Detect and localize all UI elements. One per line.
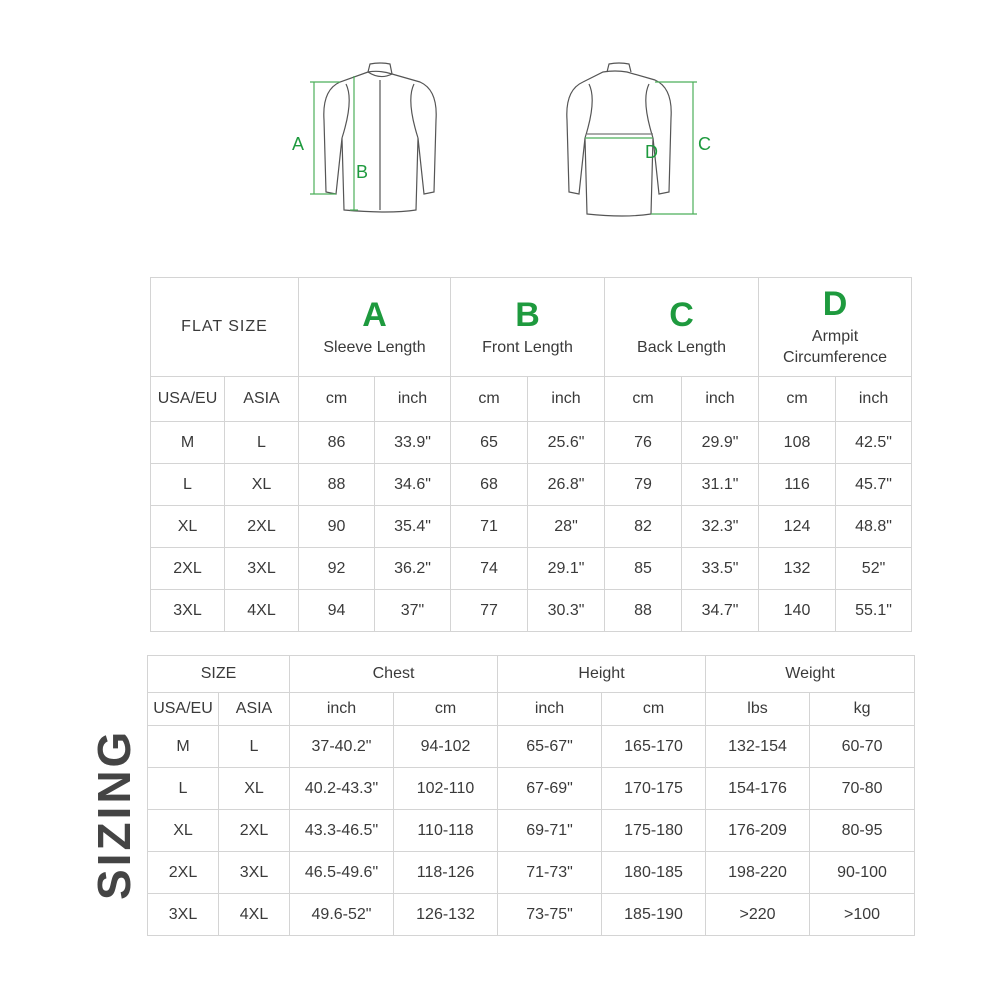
table-cell: 52" bbox=[836, 548, 912, 590]
table-cell: 33.9" bbox=[375, 422, 451, 464]
table-row bbox=[151, 590, 912, 632]
table-cell: 108 bbox=[759, 422, 836, 464]
table-cell: 4XL bbox=[219, 894, 290, 936]
label-a: A bbox=[292, 134, 305, 154]
table-cell: 25.6" bbox=[528, 422, 605, 464]
table-cell: XL bbox=[225, 464, 299, 506]
table-cell: 70-80 bbox=[810, 768, 915, 810]
table-cell: 71 bbox=[451, 506, 528, 548]
table-cell: 73-75" bbox=[498, 894, 602, 936]
unit-header: cm bbox=[451, 377, 528, 422]
unit-header: inch bbox=[290, 693, 394, 726]
table-cell: 94 bbox=[299, 590, 375, 632]
table-row bbox=[148, 810, 915, 852]
table-cell: 68 bbox=[451, 464, 528, 506]
size-header-asia: ASIA bbox=[225, 377, 299, 422]
size-group-row bbox=[148, 656, 915, 693]
column-letter: C bbox=[669, 295, 694, 334]
table-cell: 55.1" bbox=[836, 590, 912, 632]
table-cell: 79 bbox=[605, 464, 682, 506]
unit-header: lbs bbox=[706, 693, 810, 726]
table-cell: 80-95 bbox=[810, 810, 915, 852]
table-cell: 3XL bbox=[219, 852, 290, 894]
table-cell: 2XL bbox=[148, 852, 219, 894]
table-cell: >100 bbox=[810, 894, 915, 936]
table-cell: 118-126 bbox=[394, 852, 498, 894]
table-cell: 180-185 bbox=[602, 852, 706, 894]
group-header-height: Height bbox=[498, 656, 706, 693]
table-cell: L bbox=[219, 726, 290, 768]
column-name: Front Length bbox=[482, 338, 573, 356]
size-header-asia: ASIA bbox=[219, 693, 290, 726]
table-cell: 46.5-49.6" bbox=[290, 852, 394, 894]
back-jersey-illustration bbox=[555, 60, 715, 230]
column-name: Sleeve Length bbox=[323, 338, 426, 356]
unit-header: cm bbox=[299, 377, 375, 422]
table-cell: 165-170 bbox=[602, 726, 706, 768]
table-cell: 76 bbox=[605, 422, 682, 464]
table-cell: 32.3" bbox=[682, 506, 759, 548]
unit-header: inch bbox=[498, 693, 602, 726]
table-cell: 126-132 bbox=[394, 894, 498, 936]
column-header-b bbox=[451, 278, 605, 377]
label-d: D bbox=[645, 142, 658, 162]
table-cell: 65 bbox=[451, 422, 528, 464]
table-cell: 36.2" bbox=[375, 548, 451, 590]
table-cell: 88 bbox=[605, 590, 682, 632]
unit-header: cm bbox=[759, 377, 836, 422]
unit-header: kg bbox=[810, 693, 915, 726]
table-cell: L bbox=[225, 422, 299, 464]
table-cell: 74 bbox=[451, 548, 528, 590]
unit-header: cm bbox=[605, 377, 682, 422]
column-header-a bbox=[299, 278, 451, 377]
table-cell: 2XL bbox=[225, 506, 299, 548]
unit-header: inch bbox=[375, 377, 451, 422]
table-cell: L bbox=[151, 464, 225, 506]
group-header-chest: Chest bbox=[290, 656, 498, 693]
unit-header: inch bbox=[682, 377, 759, 422]
flat-size-table bbox=[150, 277, 912, 632]
table-cell: 185-190 bbox=[602, 894, 706, 936]
label-b: B bbox=[356, 162, 369, 182]
table-row bbox=[148, 852, 915, 894]
unit-header: cm bbox=[602, 693, 706, 726]
table-cell: 37-40.2" bbox=[290, 726, 394, 768]
unit-header: inch bbox=[528, 377, 605, 422]
table-row bbox=[148, 726, 915, 768]
table-cell: 31.1" bbox=[682, 464, 759, 506]
table-row bbox=[151, 506, 912, 548]
table-cell: 132 bbox=[759, 548, 836, 590]
table-cell: 34.6" bbox=[375, 464, 451, 506]
table-cell: 2XL bbox=[219, 810, 290, 852]
table-cell: XL bbox=[148, 810, 219, 852]
size-header-usa: USA/EU bbox=[151, 377, 225, 422]
table-cell: 48.8" bbox=[836, 506, 912, 548]
table-cell: 60-70 bbox=[810, 726, 915, 768]
table-cell: 88 bbox=[299, 464, 375, 506]
sizing-side-label: SIZING bbox=[88, 728, 140, 900]
table-cell: 198-220 bbox=[706, 852, 810, 894]
table-cell: 175-180 bbox=[602, 810, 706, 852]
unit-header: inch bbox=[836, 377, 912, 422]
table-cell: 37" bbox=[375, 590, 451, 632]
table-row bbox=[151, 548, 912, 590]
group-header-weight: Weight bbox=[706, 656, 915, 693]
table-cell: 2XL bbox=[151, 548, 225, 590]
table-cell: 71-73" bbox=[498, 852, 602, 894]
table-cell: 34.7" bbox=[682, 590, 759, 632]
table-cell: >220 bbox=[706, 894, 810, 936]
table-cell: 90-100 bbox=[810, 852, 915, 894]
table-cell: 90 bbox=[299, 506, 375, 548]
table-cell: 86 bbox=[299, 422, 375, 464]
table-cell: 176-209 bbox=[706, 810, 810, 852]
table-cell: 124 bbox=[759, 506, 836, 548]
column-name: Armpit Circumference bbox=[783, 328, 888, 366]
front-jersey-illustration bbox=[280, 60, 440, 230]
table-cell: 30.3" bbox=[528, 590, 605, 632]
table-cell: 43.3-46.5" bbox=[290, 810, 394, 852]
table-row bbox=[151, 422, 912, 464]
flat-size-title: FLAT SIZE bbox=[151, 278, 299, 377]
table-cell: 40.2-43.3" bbox=[290, 768, 394, 810]
table-cell: 82 bbox=[605, 506, 682, 548]
table-cell: 92 bbox=[299, 548, 375, 590]
table-row bbox=[148, 894, 915, 936]
table-cell: XL bbox=[151, 506, 225, 548]
label-c: C bbox=[698, 134, 711, 154]
front-jersey-diagram bbox=[280, 60, 440, 230]
body-size-table bbox=[147, 655, 915, 936]
table-cell: 132-154 bbox=[706, 726, 810, 768]
table-cell: 77 bbox=[451, 590, 528, 632]
table-cell: 4XL bbox=[225, 590, 299, 632]
table-cell: 170-175 bbox=[602, 768, 706, 810]
table-cell: 26.8" bbox=[528, 464, 605, 506]
table-cell: 29.9" bbox=[682, 422, 759, 464]
column-letter: B bbox=[515, 295, 540, 334]
table-cell: 94-102 bbox=[394, 726, 498, 768]
table-cell: XL bbox=[219, 768, 290, 810]
size-title: SIZE bbox=[148, 656, 290, 693]
table-cell: 102-110 bbox=[394, 768, 498, 810]
column-header-c bbox=[605, 278, 759, 377]
unit-header: cm bbox=[394, 693, 498, 726]
table-cell: 45.7" bbox=[836, 464, 912, 506]
size-unit-row bbox=[148, 693, 915, 726]
table-cell: 49.6-52" bbox=[290, 894, 394, 936]
table-cell: 110-118 bbox=[394, 810, 498, 852]
table-cell: 35.4" bbox=[375, 506, 451, 548]
column-letter: A bbox=[362, 295, 387, 334]
table-cell: 3XL bbox=[225, 548, 299, 590]
column-letter: D bbox=[822, 285, 848, 323]
table-cell: M bbox=[151, 422, 225, 464]
size-header-usa: USA/EU bbox=[148, 693, 219, 726]
table-cell: L bbox=[148, 768, 219, 810]
table-row bbox=[151, 464, 912, 506]
table-cell: 85 bbox=[605, 548, 682, 590]
table-cell: 140 bbox=[759, 590, 836, 632]
table-cell: 65-67" bbox=[498, 726, 602, 768]
table-cell: 3XL bbox=[148, 894, 219, 936]
table-cell: 42.5" bbox=[836, 422, 912, 464]
table-cell: 154-176 bbox=[706, 768, 810, 810]
table-row bbox=[148, 768, 915, 810]
back-jersey-diagram bbox=[555, 60, 715, 230]
table-cell: 116 bbox=[759, 464, 836, 506]
table-cell: 67-69" bbox=[498, 768, 602, 810]
column-name: Back Length bbox=[637, 338, 726, 356]
table-cell: 3XL bbox=[151, 590, 225, 632]
flat-unit-row bbox=[151, 377, 912, 422]
table-cell: 29.1" bbox=[528, 548, 605, 590]
table-cell: 33.5" bbox=[682, 548, 759, 590]
column-header-d bbox=[759, 278, 912, 377]
table-cell: M bbox=[148, 726, 219, 768]
table-cell: 28" bbox=[528, 506, 605, 548]
table-cell: 69-71" bbox=[498, 810, 602, 852]
